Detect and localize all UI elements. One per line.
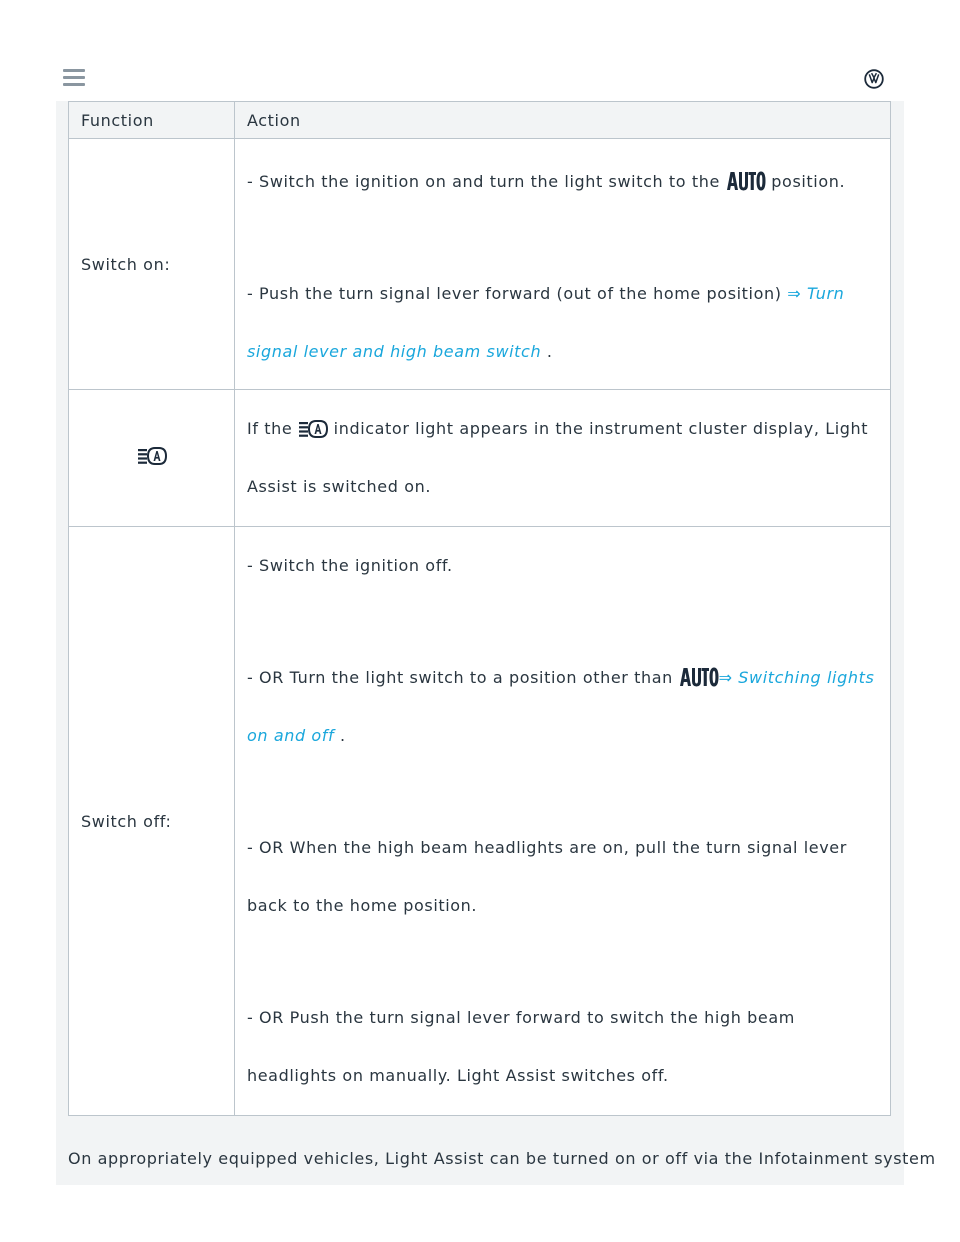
function-table (68, 101, 891, 1116)
light-assist-icon (298, 420, 328, 438)
function-label: Switch on: (81, 254, 171, 274)
action-step: - Switch the ignition off. (247, 556, 453, 575)
function-cell (69, 527, 235, 1116)
light-assist-icon (137, 447, 167, 465)
vw-logo-icon[interactable] (864, 69, 884, 89)
auto-icon (679, 667, 719, 687)
action-step: If the indicator light appears in the instrument cluster display, Light Assist is switched on. (247, 419, 869, 496)
action-step: - OR Push the turn signal lever forward to switch the high beam headlights on manually. Light Assist switches off. (247, 1008, 795, 1085)
action-step: - Push the turn signal lever forward (out of the home position) ⇒ Turn signal lever and high beam switch . (247, 284, 845, 361)
action-step: - Switch the ignition on and turn the light switch to the position. (247, 172, 846, 191)
table-row (69, 390, 891, 527)
auto-icon (726, 171, 766, 191)
hamburger-menu-icon[interactable] (63, 69, 85, 87)
table-header-row (69, 102, 891, 139)
table-row (69, 527, 891, 1116)
action-cell (235, 527, 891, 1116)
content-panel (56, 101, 936, 1185)
column-header-action: Action (235, 102, 891, 139)
function-cell (69, 139, 235, 390)
top-bar (0, 0, 960, 101)
action-cell (235, 139, 891, 390)
switching-lights-link[interactable]: ⇒ Switching lights on and off (247, 668, 875, 745)
function-cell (69, 390, 235, 527)
turn-signal-lever-link[interactable]: ⇒ Turn signal lever and high beam switch (247, 284, 845, 361)
table-row (69, 139, 891, 390)
action-step: - OR Turn the light switch to a position other than ⇒ Switching lights on and off . (247, 668, 875, 745)
footer-paragraph: On appropriately equipped vehicles, Light Assist can be turned on or off via the Infotainment system (68, 1149, 936, 1168)
function-label: Switch off: (81, 811, 172, 831)
column-header-function: Function (69, 102, 235, 139)
action-cell (235, 390, 891, 527)
action-step: - OR When the high beam headlights are on, pull the turn signal lever back to the home position. (247, 838, 847, 915)
